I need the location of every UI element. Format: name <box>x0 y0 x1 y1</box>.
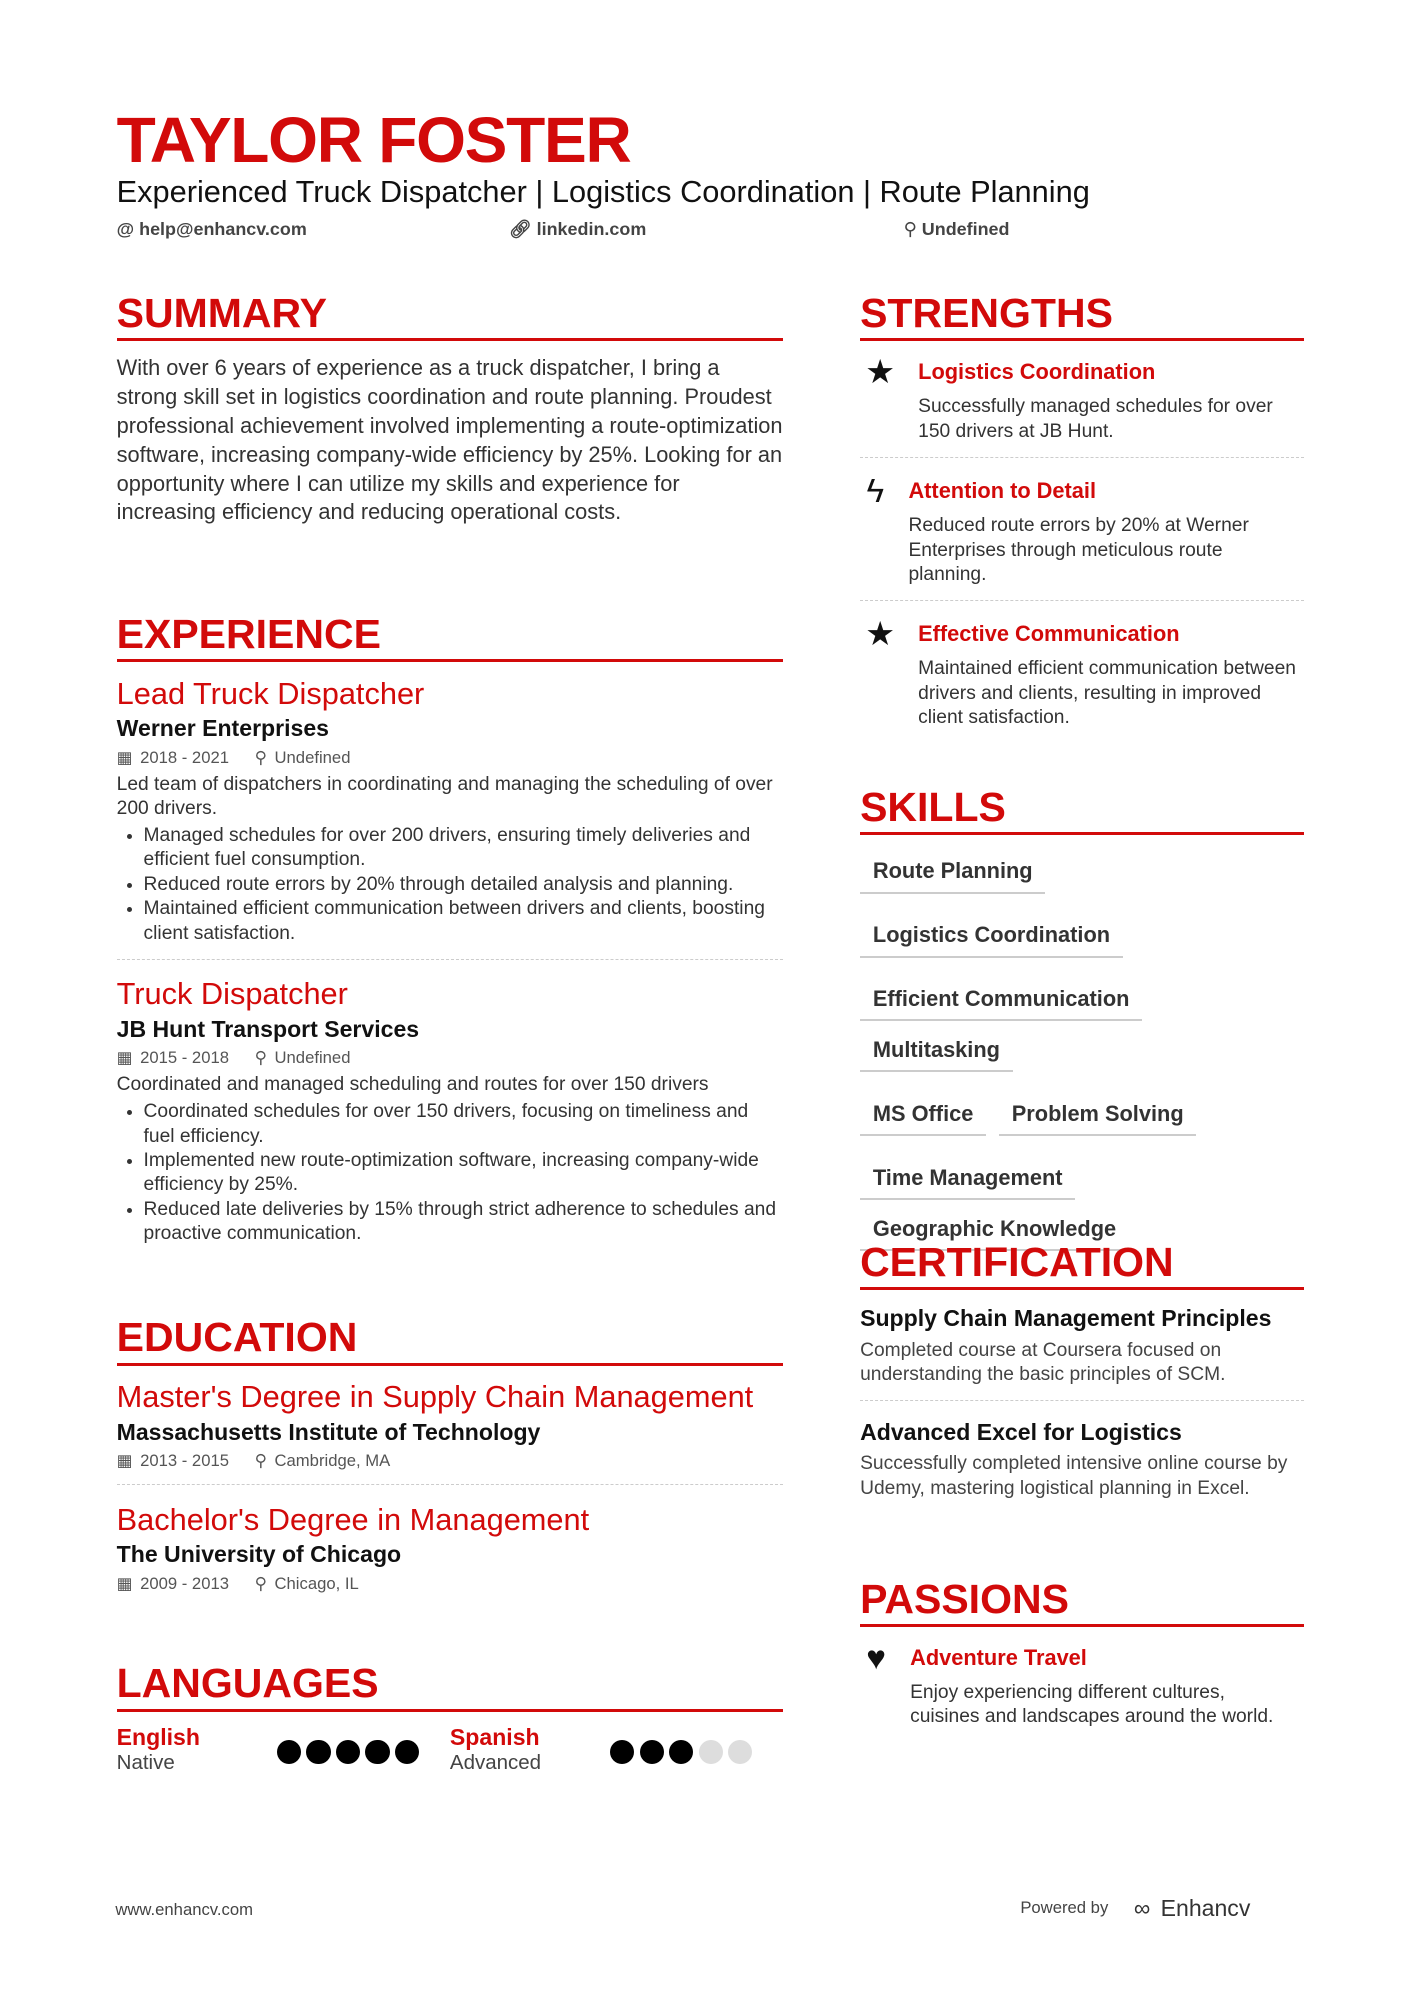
skill-tag: Time Management <box>860 1162 1075 1200</box>
location-text: Cambridge, MA <box>274 1451 391 1471</box>
company-name: Werner Enterprises <box>116 715 329 742</box>
item-content <box>918 354 1298 444</box>
item-row <box>860 1640 1304 1730</box>
item-description: Successfully managed schedules for over 150 drivers at JB Hunt. <box>918 396 1273 442</box>
proficiency-dots <box>277 1740 419 1776</box>
meta-row <box>117 748 784 768</box>
divider <box>860 457 1304 458</box>
skills-section <box>860 783 1304 1252</box>
dates <box>117 1451 229 1471</box>
item-description: Maintained efficient communication between drivers and clients, resulting in improved client satisfaction. <box>918 658 1296 729</box>
divider <box>117 1484 784 1485</box>
link-icon: 🔗︎ <box>508 219 537 240</box>
powered-by-text: Powered by <box>1020 1898 1109 1917</box>
location-text: Undefined <box>921 219 1010 240</box>
calendar-icon: ▦ <box>116 1451 133 1471</box>
bullet-item: • Managed schedules for over 200 drivers, ensuring timely deliveries and efficient fuel consumption. <box>144 824 784 873</box>
calendar-icon: ▦ <box>116 1048 133 1068</box>
item-row <box>860 616 1304 730</box>
lightning-icon: ϟ <box>866 473 885 511</box>
bullet-item: • Reduced route errors by 20% through detailed analysis and planning. <box>144 873 784 897</box>
summary-text: With over 6 years of experience as a truck dispatcher, I bring a strong skill set in logistics coordination and route planning. Proudest professional achievement involved implementing a route-optimization software, increasing company-wide efficiency by 25%. Looking for an opportunity where I can utilize my skills and experience for increasing efficiency and reducing operational costs. <box>116 355 783 525</box>
education-entry <box>117 1378 784 1471</box>
filled-dot <box>306 1740 330 1764</box>
job-entry <box>117 675 784 946</box>
divider <box>117 959 784 960</box>
location <box>255 1574 359 1594</box>
section-title: STRENGTHS <box>860 292 1304 341</box>
brand-name: Enhancv <box>1160 1894 1251 1921</box>
contact-email[interactable] <box>117 219 307 240</box>
bullet-item: • Coordinated schedules for over 150 drivers, focusing on timeliness and fuel efficiency. <box>144 1100 784 1149</box>
dates-text: 2018 - 2021 <box>140 747 229 767</box>
education-section <box>117 1316 784 1598</box>
school-name: The University of Chicago <box>116 1541 402 1568</box>
calendar-icon: ▦ <box>116 1573 133 1593</box>
location-text: Chicago, IL <box>274 1573 359 1593</box>
bullet-list <box>117 1100 784 1246</box>
dates <box>117 748 229 768</box>
skill-tag: Geographic Knowledge <box>860 1213 1129 1251</box>
education-entry <box>117 1484 784 1593</box>
dates-text: 2015 - 2018 <box>140 1048 229 1068</box>
job-entry <box>117 959 784 1247</box>
item-content <box>910 1640 1298 1730</box>
job-title: Lead Truck Dispatcher <box>116 675 425 711</box>
item-description: Reduced route errors by 20% at Werner Enterprises through meticulous route planning. <box>908 515 1249 585</box>
enhancv-logo-icon: ∞ <box>1133 1894 1151 1921</box>
footer-powered-by <box>1020 1895 1250 1922</box>
filled-dot <box>610 1740 634 1764</box>
location <box>255 748 351 768</box>
section-title: SKILLS <box>860 786 1304 835</box>
language-name-block <box>117 1724 277 1775</box>
degree: Bachelor's Degree in Management <box>116 1501 590 1537</box>
meta-row <box>117 1451 784 1471</box>
filled-dot <box>669 1740 693 1764</box>
item-title: Effective Communication <box>918 621 1180 647</box>
calendar-icon: ▦ <box>116 747 133 767</box>
item-title: Attention to Detail <box>908 478 1096 504</box>
skill-tag: MS Office <box>860 1098 986 1136</box>
certification-title: Advanced Excel for Logistics <box>860 1418 1182 1445</box>
section-title: EXPERIENCE <box>117 613 784 662</box>
certification-title: Supply Chain Management Principles <box>860 1304 1272 1331</box>
location <box>255 1048 351 1068</box>
filled-dot <box>277 1740 301 1764</box>
certification-item <box>860 1400 1304 1501</box>
dates <box>117 1574 229 1594</box>
linkedin-text: linkedin.com <box>536 219 647 240</box>
language-item <box>117 1724 450 1775</box>
strengths-section <box>860 292 1304 730</box>
enhancv-logo[interactable] <box>1134 1895 1250 1922</box>
filled-dot <box>365 1740 389 1764</box>
section-title: CERTIFICATION <box>860 1241 1304 1290</box>
strength-item <box>860 354 1304 444</box>
location-text: Undefined <box>274 747 351 767</box>
skill-tag: Multitasking <box>860 1034 1013 1072</box>
location <box>255 1451 391 1471</box>
location-pin-icon: ⚲ <box>903 219 922 240</box>
location-pin-icon: ⚲ <box>254 1048 267 1068</box>
language-item <box>450 1724 783 1775</box>
proficiency-dots <box>610 1740 752 1776</box>
skill-tag: Problem Solving <box>999 1098 1196 1136</box>
certification-item <box>860 1303 1304 1388</box>
item-title: Logistics Coordination <box>918 359 1156 385</box>
bullet-item: • Reduced late deliveries by 15% through strict adherence to schedules and proactive communication. <box>144 1198 784 1247</box>
meta-row <box>117 1048 784 1068</box>
divider <box>860 1400 1304 1401</box>
degree: Master's Degree in Supply Chain Management <box>116 1379 754 1415</box>
dates-text: 2013 - 2015 <box>140 1451 229 1471</box>
contact-linkedin[interactable] <box>509 219 646 240</box>
language-name: English <box>116 1724 200 1751</box>
item-row <box>860 354 1304 444</box>
bullet-list <box>117 824 784 946</box>
item-description: Enjoy experiencing different cultures, cuisines and landscapes around the world. <box>910 1681 1274 1728</box>
skill-tag: Efficient Communication <box>860 983 1142 1021</box>
strength-item <box>860 600 1304 730</box>
location-pin-icon: ⚲ <box>254 1573 267 1593</box>
filled-dot <box>336 1740 360 1764</box>
dates <box>117 1048 229 1068</box>
item-content <box>918 616 1298 730</box>
filled-dot <box>640 1740 664 1764</box>
certification-description: Successfully completed intensive online course by Udemy, mastering logistical planning in Excel. <box>860 1453 1288 1499</box>
candidate-name: TAYLOR FOSTER <box>116 103 631 176</box>
skill-tag: Logistics Coordination <box>860 919 1123 957</box>
star-icon: ★ <box>865 616 896 654</box>
location-pin-icon: ⚲ <box>254 747 267 767</box>
section-title: LANGUAGES <box>117 1662 784 1711</box>
filled-dot <box>395 1740 419 1764</box>
language-level: Native <box>116 1751 175 1775</box>
item-title: Adventure Travel <box>910 1644 1087 1670</box>
summary-section <box>117 292 784 527</box>
bullet-item: • Implemented new route-optimization software, increasing company-wide efficiency by 25%. <box>144 1149 784 1198</box>
meta-row <box>117 1574 784 1594</box>
certification-description: Completed course at Coursera focused on understanding the basic principles of SCM. <box>860 1339 1226 1385</box>
empty-dot <box>699 1740 723 1764</box>
at-icon: @ <box>116 219 140 240</box>
footer-website[interactable]: www.enhancv.com <box>115 1899 253 1919</box>
skill-tag: Route Planning <box>860 855 1045 893</box>
item-content <box>908 473 1298 587</box>
contact-location <box>904 219 1010 240</box>
job-description: Led team of dispatchers in coordinating and managing the scheduling of over 200 drivers. <box>116 773 773 820</box>
item-row <box>860 473 1304 587</box>
language-name-block <box>450 1724 610 1775</box>
language-level: Advanced <box>449 1751 542 1775</box>
certification-section <box>860 1238 1304 1501</box>
language-name: Spanish <box>449 1724 540 1751</box>
empty-dot <box>728 1740 752 1764</box>
strength-item <box>860 457 1304 587</box>
location-pin-icon: ⚲ <box>254 1451 267 1471</box>
school-name: Massachusetts Institute of Technology <box>116 1418 541 1445</box>
job-title: Truck Dispatcher <box>116 976 348 1012</box>
company-name: JB Hunt Transport Services <box>116 1015 420 1042</box>
star-icon: ★ <box>865 354 896 392</box>
email-text: help@enhancv.com <box>139 219 307 240</box>
job-description: Coordinated and managed scheduling and routes for over 150 drivers <box>116 1074 709 1096</box>
heart-icon: ♥ <box>866 1639 887 1677</box>
section-title: EDUCATION <box>117 1316 784 1365</box>
section-title: PASSIONS <box>860 1578 1304 1627</box>
experience-section <box>116 610 784 1247</box>
section-title: SUMMARY <box>117 292 784 341</box>
strength-item <box>860 1640 1304 1730</box>
location-text: Undefined <box>274 1048 351 1068</box>
bullet-item: • Maintained efficient communication between drivers and clients, boosting client satisfaction. <box>144 897 784 946</box>
languages-section <box>117 1662 784 1775</box>
candidate-headline: Experienced Truck Dispatcher | Logistics Coordination | Route Planning <box>116 174 1090 210</box>
dates-text: 2009 - 2013 <box>140 1573 229 1593</box>
divider <box>860 600 1304 601</box>
passions-section <box>860 1575 1304 1730</box>
